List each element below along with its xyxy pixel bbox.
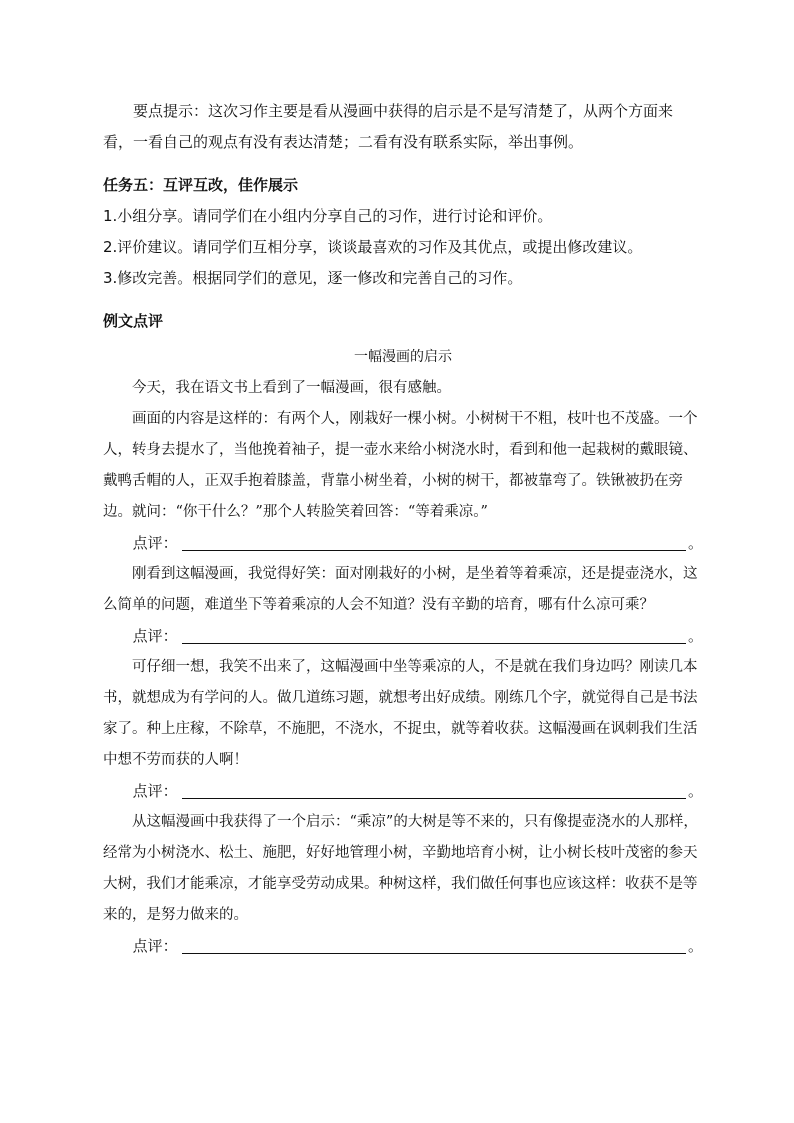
comment-blank-4[interactable] <box>182 952 686 954</box>
comment-blank-3[interactable] <box>182 797 686 799</box>
comment-blank-1[interactable] <box>182 549 686 551</box>
hint-paragraph <box>103 96 703 158</box>
comment-end-mark: 。 <box>687 937 703 955</box>
task5-title: 任务五：互评互改，佳作展示 <box>103 176 299 194</box>
example-section-title: 例文点评 <box>103 312 164 330</box>
essay-paragraph-4: 可仔细一想，我笑不出来了，这幅漫画中坐等乘凉的人，不是就在我们身边吗？刚读几本书，就想成为有学问的人。做几道练习题，就想考出好成绩。刚练几个字，就觉得自己是书法家了。种上庄稼，不除草，不施肥，不浇水，不捉虫，就等着收获。这幅漫画在讽刺我们生活中想不劳而获的人啊！ <box>103 659 698 768</box>
page-content <box>103 96 703 962</box>
essay-title: 一幅漫画的启示 <box>354 349 452 365</box>
hint-colon: ： <box>193 102 209 120</box>
comment-end-mark: 。 <box>687 627 703 645</box>
comment-label: 点评： <box>132 534 178 552</box>
essay-paragraph-5: 从这幅漫画中我获得了一个启示：“乘凉”的大树是等不来的，只有像提壶浇水的人那样，经常为小树浇水、松土、施肥，好好地管理小树，辛勤地培育小树，让小树长枝叶茂密的参天大树，我们才能乘凉，才能享受劳动成果。种树这样，我们做任何事也应该这样：收获不是等来的，是努力做来的。 <box>103 814 698 923</box>
comment-line-1 <box>103 528 703 559</box>
comment-end-mark: 。 <box>687 534 703 552</box>
comment-line-4 <box>103 931 703 962</box>
task5-item-1: 1.小组分享。请同学们在小组内分享自己的习作，进行讨论和评价。 <box>103 207 553 225</box>
comment-label: 点评： <box>132 937 178 955</box>
essay-paragraph-1: 今天，我在语文书上看到了一幅漫画，很有感触。 <box>132 380 451 396</box>
comment-line-2 <box>103 621 703 652</box>
comment-label: 点评： <box>132 782 178 800</box>
hint-label: 要点提示 <box>133 102 194 120</box>
comment-blank-2[interactable] <box>182 642 686 644</box>
essay-paragraph-3: 刚看到这幅漫画，我觉得好笑：面对刚栽好的小树，是坐着等着乘凉，还是提壶浇水，这么简单的问题，难道坐下等着乘凉的人会不知道？没有辛勤的培育，哪有什么凉可乘？ <box>103 566 698 613</box>
comment-label: 点评： <box>132 627 178 645</box>
comment-line-3 <box>103 776 703 807</box>
hint-text: 这次习作主要是看从漫画中获得的启示是不是写清楚了，从两个方面来看，一看自己的观点有没有表达清楚；二看有没有联系实际，举出事例。 <box>103 102 674 151</box>
task5-item-3: 3.修改完善。根据同学们的意见，逐一修改和完善自己的习作。 <box>103 269 523 287</box>
comment-end-mark: 。 <box>687 782 703 800</box>
essay-paragraph-2: 画面的内容是这样的：有两个人，刚栽好一棵小树。小树树干不粗，枝叶也不茂盛。一个人，转身去提水了，当他挽着袖子，提一壶水来给小树浇水时，看到和他一起栽树的戴眼镜、戴鸭舌帽的人，正双手抱着膝盖，背靠小树坐着，小树的树干，都被靠弯了。铁锹被扔在旁边。就问：“你干什么？”那个人转脸笑着回答：“等着乘凉。” <box>103 411 698 520</box>
task5-item-2: 2.评价建议。请同学们互相分享，谈谈最喜欢的习作及其优点，或提出修改建议。 <box>103 238 643 256</box>
